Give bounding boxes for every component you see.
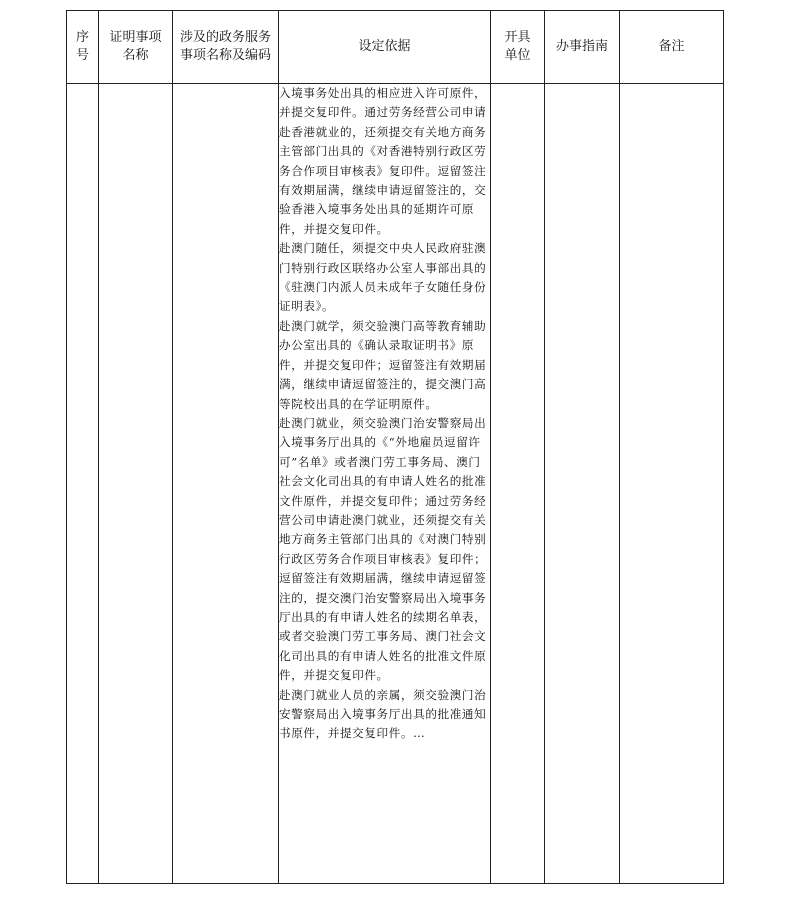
header-seq: 序号 <box>67 11 99 84</box>
header-guide: 办事指南 <box>545 11 620 84</box>
cell-seq <box>67 84 99 884</box>
header-service-item: 涉及的政务服务事项名称及编码 <box>173 11 279 84</box>
cell-basis <box>279 84 491 884</box>
cell-issuer <box>491 84 545 884</box>
basis-paragraph-macao-accompany: 赴澳门随任，须提交中央人民政府驻澳门特别行政区联络办公室人事部出具的《驻澳门内派人员未成年子女随任身份证明表》。 <box>279 241 487 314</box>
cell-note <box>620 84 724 884</box>
header-note: 备注 <box>620 11 724 84</box>
basis-paragraph-macao-study: 赴澳门就学，须交验澳门高等教育辅助办公室出具的《确认录取证明书》原件，并提交复印件；逗留签注有效期届满，继续申请逗留签注的，提交澳门高等院校出具的在学证明原件。 <box>279 318 487 411</box>
table-row <box>67 84 724 884</box>
header-row <box>67 11 724 84</box>
basis-paragraph-macao-employment: 赴澳门就业，须交验澳门治安警察局出入境事务厅出具的《“外地雇员逗留许可”名单》或者澳门劳工事务局、澳门社会文化司出具的有申请人姓名的批准文件原件，并提交复印件；通过劳务经营公司申请赴澳门就业，还须提交有关地方商务主管部门出具的《对澳门特别行政区劳务合作项目审核表》复印件；逗留签注有效期届满，继续申请逗留签注的，提交澳门治安警察局出入境事务厅出具的有申请人姓名的续期名单表，或者交验澳门劳工事务局、澳门社会文化司出具的有申请人姓名的批准文件原件，并提交复印件。 <box>279 415 487 683</box>
cell-cert-name <box>99 84 173 884</box>
cell-service-item <box>173 84 279 884</box>
basis-paragraph-macao-relatives: 赴澳门就业人员的亲属，须交验澳门治安警察局出入境事务厅出具的批准通知书原件，并提交复印件。… <box>279 687 487 741</box>
cell-guide <box>545 84 620 884</box>
basis-paragraph-hongkong: 入境事务处出具的相应进入许可原件，并提交复印件。通过劳务经营公司申请赴香港就业的，还须提交有关地方商务主管部门出具的《对香港特别行政区劳务合作项目审核表》复印件。逗留签注有效期届满，继续申请逗留签注的，交验香港入境事务处出具的延期许可原件，并提交复印件。 <box>279 86 487 236</box>
header-basis: 设定依据 <box>279 11 491 84</box>
header-issuer: 开具单位 <box>491 11 545 84</box>
header-cert-name: 证明事项名称 <box>99 11 173 84</box>
certification-table <box>66 10 724 884</box>
